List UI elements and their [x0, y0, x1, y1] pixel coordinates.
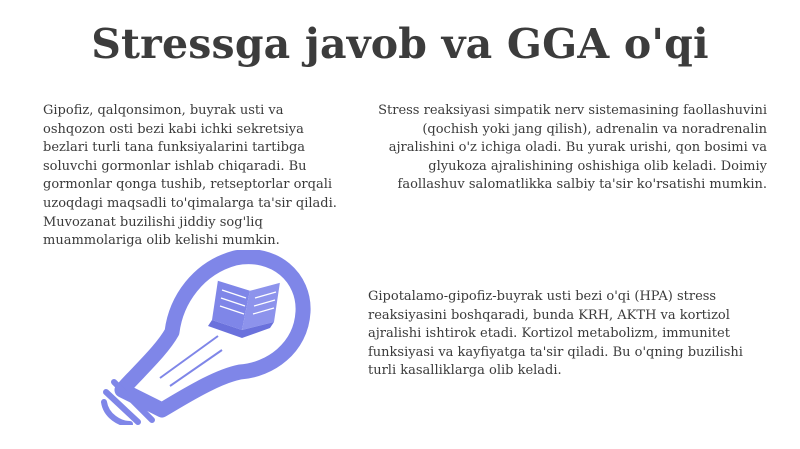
paragraph-endocrine-glands: Gipofiz, qalqonsimon, buyrak usti va oshqozon osti bezi kabi ichki sekretsiya bezlari turli tana funksiyalarini tartibga soluvchi gormonlar ishlab chiqaradi. Bu gormonlar qonga tushib, retseptorlar orqali uzoqdagi maqsadli to'qimalarga ta'sir qiladi. Muvozanat buzilishi jiddiy sog'liq muammolariga olib kelishi mumkin.	[43, 103, 337, 249]
book-icon	[208, 280, 280, 338]
paragraph-hpa-axis: Gipotalamo-gipofiz-buyrak usti bezi o'qi (HPA) stress reaksiyasini boshqaradi, bunda KRH, AKTH va kortizol ajralishi ishtirok etadi. Kortizol metabolizm, immunitet funksiyasi va kayfiyatga ta'sir qiladi. Bu o'qning buzilishi turli kasalliklarga olib keladi.	[368, 289, 743, 379]
paragraph-stress-reaction: Stress reaksiyasi simpatik nerv sistemasining faollashuvini (qochish yoki jang qilish), adrenalin va noradrenalin ajralishini o'z ichiga oladi. Bu yurak urishi, qon bosimi va glyukoza ajralishining oshishiga olib keladi. Doimiy faollashuv salomatlikka salbiy ta'sir ko'rsatishi mumkin.	[378, 103, 767, 193]
lightbulb-shape	[104, 257, 303, 424]
slide-title: Stressga javob va GGA o'qi	[91, 20, 709, 68]
lightbulb-book-icon	[100, 250, 315, 425]
